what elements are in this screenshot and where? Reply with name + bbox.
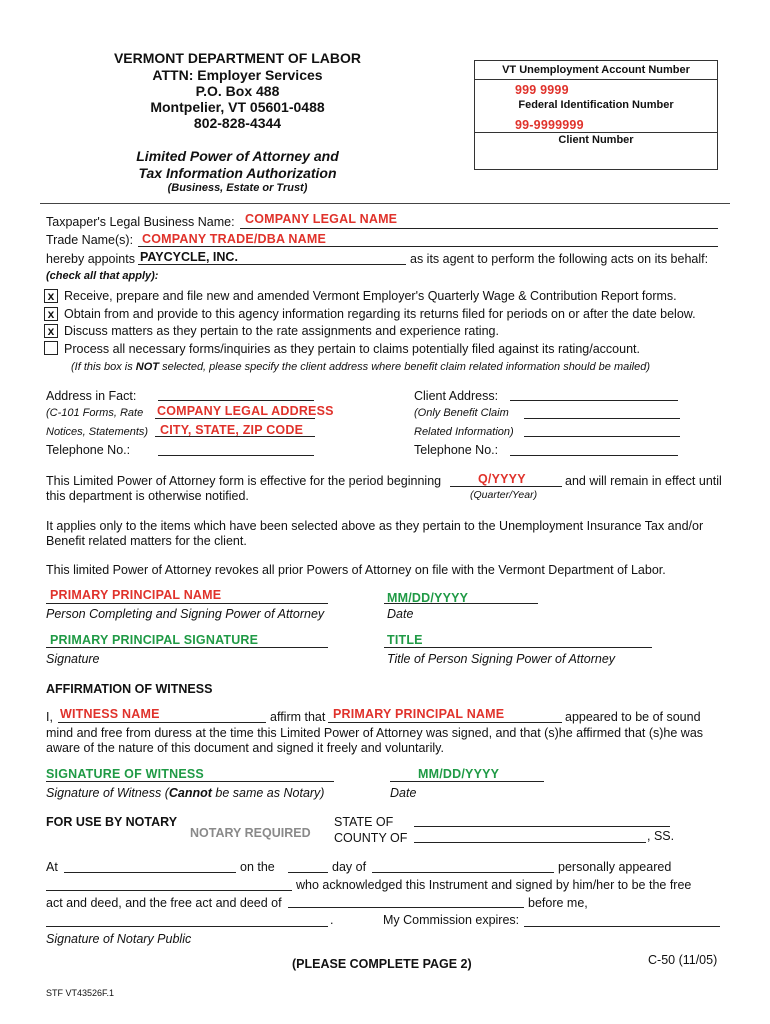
state-of-label: STATE OF bbox=[334, 815, 394, 829]
po-box: P.O. Box 488 bbox=[195, 83, 280, 99]
witness-line-2: mind and free from duress at the time this Limited Power of Attorney was signed, and that (s)he affirmed that (s)he was bbox=[46, 726, 704, 740]
witness-heading: AFFIRMATION OF WITNESS bbox=[46, 682, 213, 696]
witness-i: I, bbox=[46, 710, 53, 724]
complete-page-2: (PLEASE COMPLETE PAGE 2) bbox=[292, 957, 472, 971]
aif-city[interactable]: CITY, STATE, ZIP CODE bbox=[160, 423, 304, 437]
commission-label: My Commission expires: bbox=[383, 913, 520, 927]
client-sub2: Related Information) bbox=[414, 426, 514, 438]
check-all-note: (check all that apply): bbox=[46, 270, 159, 282]
aif-phone-label: Telephone No.: bbox=[46, 443, 131, 457]
effective-text-b: and will remain in effect until bbox=[565, 474, 722, 488]
applies-line-1: It applies only to the items which have been selected above as they pertain to the Unemployment Insurance Tax and/or bbox=[46, 519, 704, 533]
day-of-label: day of bbox=[332, 860, 367, 874]
client-address-label: Client Address: bbox=[414, 389, 499, 403]
option-text-2: Obtain from and provide to this agency information regarding its returns filed for periods on or after the date below. bbox=[64, 307, 696, 321]
signer-name-value[interactable]: PRIMARY PRINCIPAL NAME bbox=[50, 588, 222, 602]
signer-date-label: Date bbox=[387, 607, 414, 621]
witness-signature-value[interactable]: SIGNATURE OF WITNESS bbox=[46, 767, 204, 781]
legal-name-label: Taxpaper's Legal Business Name: bbox=[46, 215, 235, 229]
period-value[interactable]: Q/YYYY bbox=[478, 472, 526, 486]
divider bbox=[40, 203, 730, 204]
form-title-2: Tax Information Authorization bbox=[138, 165, 337, 181]
id-box bbox=[474, 60, 718, 170]
notary-heading: FOR USE BY NOTARY bbox=[46, 815, 178, 829]
witness-name-value[interactable]: WITNESS NAME bbox=[60, 707, 160, 721]
agency-name: VERMONT DEPARTMENT OF LABOR bbox=[113, 50, 362, 66]
agent-name[interactable]: PAYCYCLE, INC. bbox=[140, 250, 238, 264]
trade-name-value[interactable]: COMPANY TRADE/DBA NAME bbox=[142, 232, 327, 246]
option-checkbox-4[interactable] bbox=[44, 341, 58, 355]
personally-label: personally appeared bbox=[558, 860, 672, 874]
notary-signature-label: Signature of Notary Public bbox=[46, 932, 192, 946]
city-line: Montpelier, VT 05601-0488 bbox=[150, 99, 325, 115]
acct-label: VT Unemployment Account Number bbox=[502, 64, 690, 76]
attn-line: ATTN: Employer Services bbox=[152, 67, 323, 83]
agent-text: as its agent to perform the following acts on its behalf: bbox=[410, 252, 709, 266]
client-number-label: Client Number bbox=[558, 134, 634, 146]
before-me-text: before me, bbox=[528, 896, 588, 910]
option-text-3: Discuss matters as they pertain to the rate assignments and experience rating. bbox=[64, 324, 499, 338]
option-checkbox-3[interactable]: x bbox=[44, 324, 58, 338]
stf-code: STF VT43526F.1 bbox=[46, 988, 115, 998]
witness-signature-label: Signature of Witness (Cannot be same as Notary) bbox=[46, 786, 325, 800]
signer-signature-value[interactable]: PRIMARY PRINCIPAL SIGNATURE bbox=[50, 633, 259, 647]
effective-text-a: This Limited Power of Attorney form is effective for the period beginning bbox=[46, 474, 442, 488]
notary-required: NOTARY REQUIRED bbox=[190, 826, 311, 840]
county-of-label: COUNTY OF bbox=[334, 831, 408, 845]
witness-line-3: aware of the nature of this document and signed it freely and voluntarily. bbox=[46, 741, 444, 755]
form-number: C-50 (11/05) bbox=[648, 953, 718, 967]
acknowledged-text: who acknowledged this Instrument and signed by him/her to be the free bbox=[296, 878, 692, 892]
legal-name-value[interactable]: COMPANY LEGAL NAME bbox=[245, 212, 398, 226]
fein-value[interactable]: 99-9999999 bbox=[515, 118, 584, 132]
effective-text-c: this department is otherwise notified. bbox=[46, 489, 249, 503]
act-deed-text: act and deed, and the free act and deed of bbox=[46, 896, 282, 910]
appoints-label: hereby appoints bbox=[46, 252, 135, 266]
witness-date-label: Date bbox=[390, 786, 417, 800]
client-sub1: (Only Benefit Claim bbox=[414, 407, 509, 419]
option-checkbox-2[interactable]: x bbox=[44, 307, 58, 321]
affirm-text: affirm that bbox=[270, 710, 326, 724]
options-note: (If this box is NOT selected, please specify the client address where benefit claim related information should be mailed) bbox=[71, 361, 651, 373]
option-text-1: Receive, prepare and file new and amended Vermont Employer's Quarterly Wage & Contribution Report forms. bbox=[64, 289, 677, 303]
revokes-text: This limited Power of Attorney revokes all prior Powers of Attorney on file with the Vermont Department of Labor. bbox=[46, 563, 666, 577]
aif-label: Address in Fact: bbox=[46, 389, 137, 403]
applies-line-2: Benefit related matters for the client. bbox=[46, 534, 247, 548]
at-label: At bbox=[46, 860, 58, 874]
aif-address[interactable]: COMPANY LEGAL ADDRESS bbox=[157, 404, 334, 418]
fein-label: Federal Identification Number bbox=[518, 99, 674, 111]
form-title-1: Limited Power of Attorney and bbox=[136, 148, 339, 164]
on-the-label: on the bbox=[240, 860, 275, 874]
notary-period: . bbox=[330, 913, 334, 927]
client-phone-label: Telephone No.: bbox=[414, 443, 499, 457]
signer-title-label: Title of Person Signing Power of Attorney bbox=[387, 652, 616, 666]
acct-value[interactable]: 999 9999 bbox=[515, 83, 569, 97]
trade-name-label: Trade Name(s): bbox=[46, 233, 134, 247]
aif-sub2: Notices, Statements) bbox=[46, 426, 149, 438]
aif-sub1: (C-101 Forms, Rate bbox=[46, 407, 144, 419]
witness-date-value[interactable]: MM/DD/YYYY bbox=[418, 767, 500, 781]
phone-line: 802-828-4344 bbox=[193, 115, 282, 131]
appeared-text: appeared to be of sound bbox=[565, 710, 701, 724]
ss-label: , SS. bbox=[647, 829, 675, 843]
option-checkbox-1[interactable]: x bbox=[44, 289, 58, 303]
signer-title-value[interactable]: TITLE bbox=[387, 633, 423, 647]
option-text-4: Process all necessary forms/inquiries as they pertain to claims potentially filed against its rating/account. bbox=[64, 342, 640, 356]
period-hint: (Quarter/Year) bbox=[470, 489, 538, 501]
form-subtitle: (Business, Estate or Trust) bbox=[167, 182, 308, 194]
signer-name-label: Person Completing and Signing Power of Attorney bbox=[46, 607, 325, 621]
signer-signature-label: Signature bbox=[46, 652, 100, 666]
signer-date-value[interactable]: MM/DD/YYYY bbox=[387, 591, 469, 605]
principal-name-value[interactable]: PRIMARY PRINCIPAL NAME bbox=[333, 707, 505, 721]
